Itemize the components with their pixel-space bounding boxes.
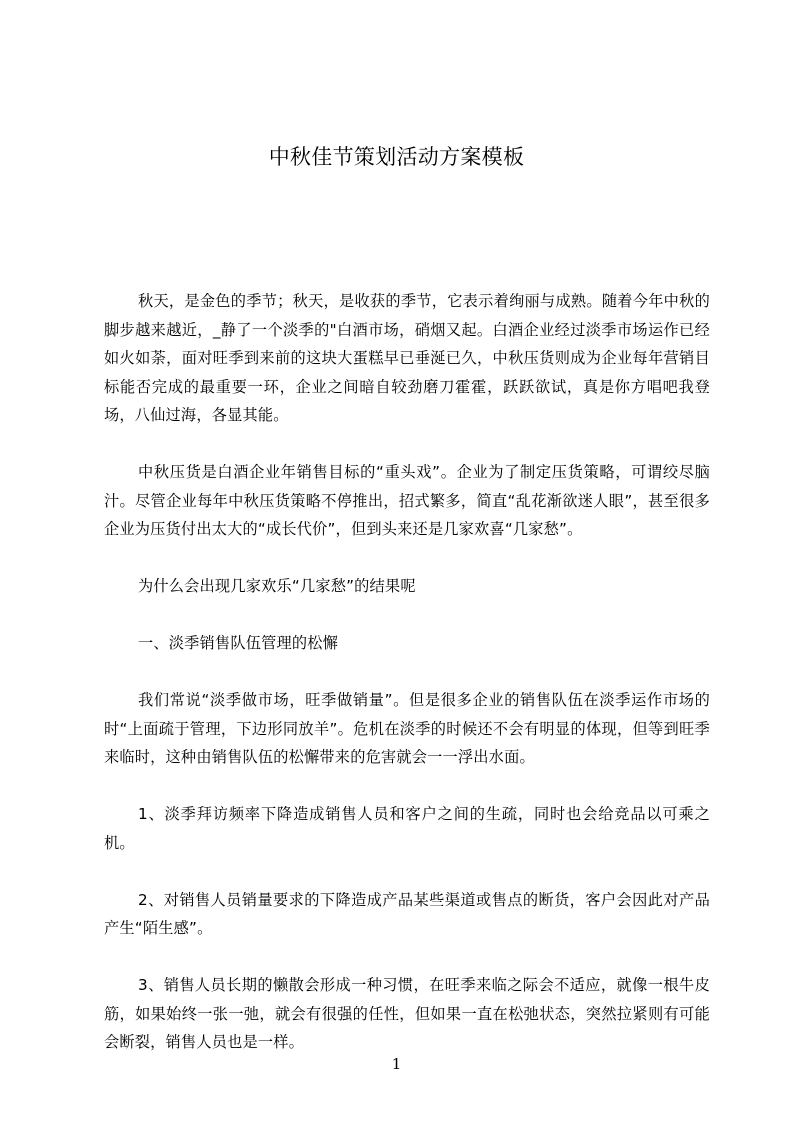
paragraph-off-season: 我们常说“淡季做市场，旺季做销量”。但是很多企业的销售队伍在淡季运作市场的时“上面疏于管理，下边形同放羊”。危机在淡季的时候还不会有明显的体现，但等到旺季来临时，这种由销售队伍的松懈带来的危害就会一一浮出水面。 bbox=[104, 691, 710, 766]
document-title: 中秋佳节策划活动方案模板 bbox=[268, 145, 525, 169]
list-item-2: 2、对销售人员销量要求的下降造成产品某些渠道或售点的断货，客户会因此对产品产生“陌生感”。 bbox=[104, 890, 710, 937]
paragraph-question: 为什么会出现几家欢乐“几家愁”的结果呢 bbox=[138, 577, 416, 595]
paragraph-mid-autumn-stock: 中秋压货是白酒企业年销售目标的“重头戏”。企业为了制定压货策略，可谓绞尽脑汁。尽管企业每年中秋压货策略不停推出，招式繁多，简直“乱花渐欲迷人眼”，甚至很多企业为压货付出太大的“成长代价”，但到头来还是几家欢喜“几家愁”。 bbox=[104, 463, 710, 538]
list-item-1: 1、淡季拜访频率下降造成销售人员和客户之间的生疏，同时也会给竞品以可乘之机。 bbox=[104, 805, 710, 852]
document-body bbox=[104, 287, 710, 1057]
paragraph-intro: 秋天，是金色的季节；秋天，是收获的季节，它表示着绚丽与成熟。随着今年中秋的脚步越来越近，_静了一个淡季的"白酒市场，硝烟又起。白酒企业经过淡季市场运作已经如火如荼，面对旺季到来前的这块大蛋糕早已垂涎已久，中秋压货则成为企业每年营销目标能否完成的最重要一环，企业之间暗自较劲磨刀霍霍，跃跃欲试，真是你方唱吧我登场，八仙过海，各显其能。 bbox=[104, 292, 710, 424]
page-number: 1 bbox=[391, 1055, 402, 1073]
section-heading-1: 一、淡季销售队伍管理的松懈 bbox=[138, 634, 339, 652]
list-item-3: 3、销售人员长期的懒散会形成一种习惯，在旺季来临之际会不适应，就像一根牛皮筋，如果始终一张一弛，就会有很强的任性，但如果一直在松弛状态，突然拉紧则有可能会断裂，销售人员也是一样。 bbox=[104, 976, 710, 1051]
